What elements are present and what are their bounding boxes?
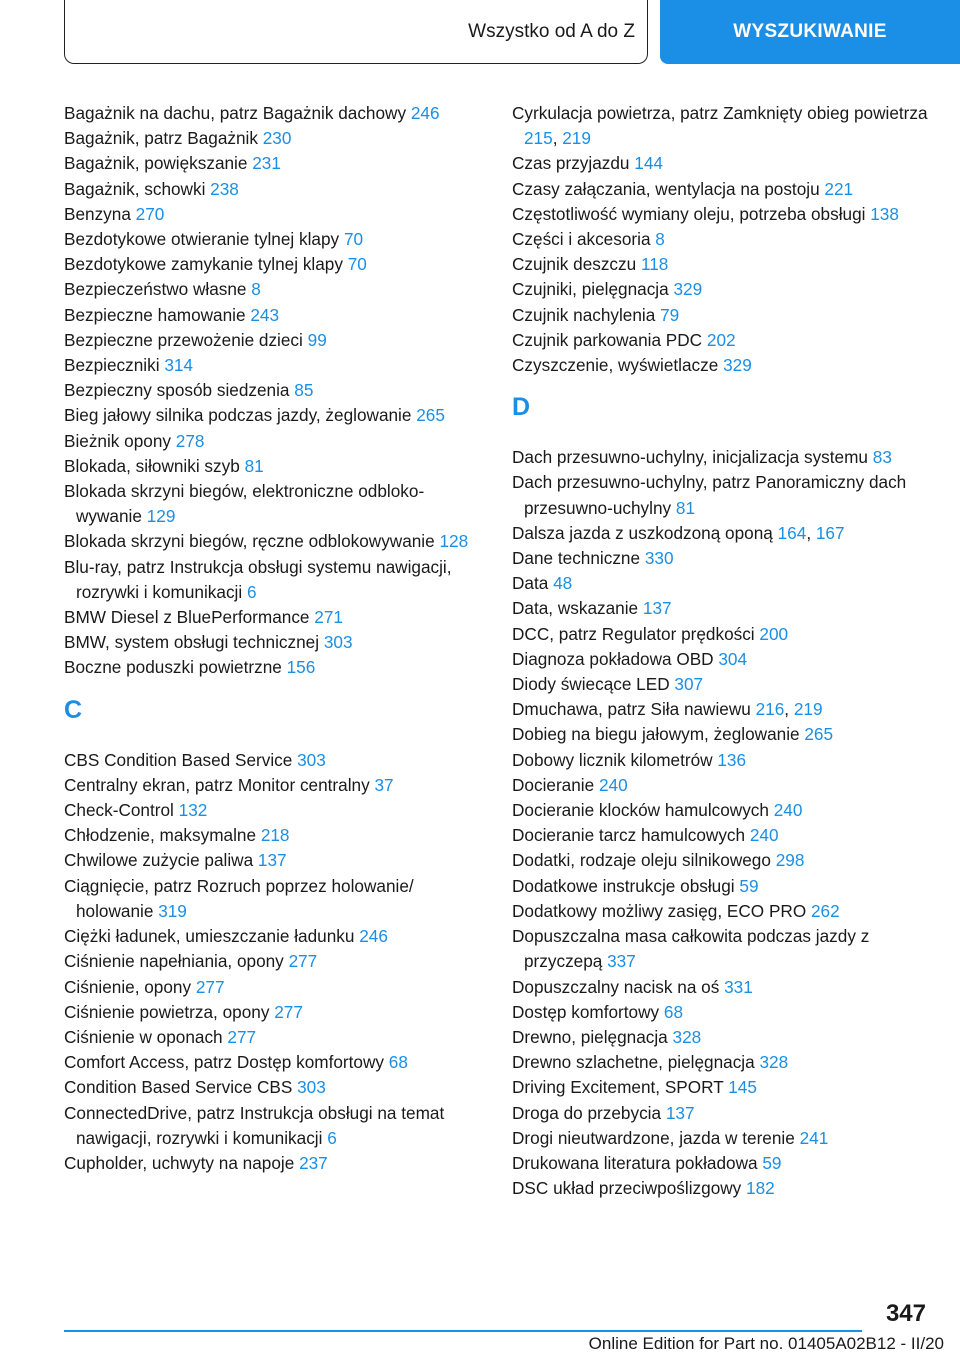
page-link[interactable]: 277 — [288, 951, 318, 972]
index-entry — [64, 403, 484, 428]
index-term: Dostęp komfortowy — [512, 1001, 660, 1022]
index-term: Dodatki, rodzaje oleju silnikowego — [512, 850, 771, 871]
page-link[interactable]: 81 — [244, 455, 264, 476]
index-entry — [512, 622, 932, 647]
section-letter: C — [64, 695, 83, 724]
page-link[interactable]: 79 — [660, 304, 680, 325]
page-link[interactable]: 219 — [562, 128, 591, 149]
index-column-left — [64, 101, 484, 1176]
page-link[interactable]: 118 — [640, 254, 669, 275]
index-entry — [64, 848, 484, 873]
page-link[interactable]: 8 — [251, 279, 261, 300]
index-term: Bezpieczne przewożenie dzieci — [64, 329, 303, 350]
index-term: Bezpieczniki — [64, 355, 160, 376]
index-entry — [64, 1050, 484, 1075]
index-term: Blu-ray, patrz Instrukcja obsługi systemu nawigacji, rozrywki i komunikacji — [64, 556, 452, 602]
index-entry — [512, 1025, 932, 1050]
index-entry — [64, 202, 484, 227]
index-entry — [64, 151, 484, 176]
index-entry — [512, 1050, 932, 1075]
index-term: Dodatkowy możliwy zasięg, ECO PRO — [512, 900, 807, 921]
index-entry — [64, 630, 484, 655]
index-entry — [64, 949, 484, 974]
index-term: Dach przesuwno-uchylny, patrz Panoramiczny dach przesuwno-uchylny — [512, 472, 907, 518]
page-link[interactable]: 200 — [759, 623, 789, 644]
index-entry — [512, 1126, 932, 1151]
index-term: Bagażnik, powiększanie — [64, 153, 248, 174]
index-term: Bagażnik na dachu, patrz Bagażnik dachowy — [64, 103, 407, 123]
index-entry — [512, 252, 932, 277]
index-term: Cupholder, uchwyty na napoje — [64, 1152, 295, 1173]
index-entry — [512, 672, 932, 697]
page-link[interactable]: 59 — [739, 875, 759, 896]
page-link[interactable]: 307 — [674, 674, 704, 695]
index-entry — [64, 1101, 484, 1151]
index-entry — [512, 823, 932, 848]
page-link[interactable]: 277 — [227, 1026, 257, 1047]
index-term: Ciężki ładunek, umieszczanie ładunku — [64, 926, 355, 947]
page-link[interactable]: 164 — [777, 522, 807, 543]
index-term: Blokada, siłowniki szyb — [64, 455, 240, 476]
index-term: Części i akcesoria — [512, 229, 651, 250]
index-term: Cyrkulacja powietrza, patrz Zamknięty obieg powietrza — [512, 103, 928, 123]
page-link[interactable]: 145 — [728, 1077, 757, 1098]
index-entry — [512, 722, 932, 747]
index-entry — [512, 647, 932, 672]
page-link[interactable]: 303 — [323, 632, 353, 653]
index-term: Czujnik parkowania PDC — [512, 329, 703, 350]
page-link[interactable]: 70 — [347, 254, 367, 275]
index-entry — [64, 529, 484, 554]
index-term: Bieg jałowy silnika podczas jazdy, żeglowanie — [64, 405, 412, 426]
page-link[interactable]: 330 — [644, 548, 674, 569]
index-term: Bagażnik, patrz Bagażnik — [64, 128, 258, 149]
index-entry — [512, 874, 932, 899]
index-entry — [512, 303, 932, 328]
index-term: Centralny ekran, patrz Monitor centralny — [64, 774, 370, 795]
index-term: Docieranie tarcz hamulcowych — [512, 825, 746, 846]
index-entry — [512, 202, 932, 227]
page-link[interactable]: 83 — [872, 447, 892, 468]
index-term: Bezpieczny sposób siedzenia — [64, 380, 290, 401]
index-term: Bieżnik opony — [64, 430, 172, 451]
index-term: Dopuszczalny nacisk na oś — [512, 976, 720, 997]
index-term: Condition Based Service CBS — [64, 1077, 293, 1098]
page-link[interactable]: 238 — [210, 178, 239, 199]
index-entry — [512, 1151, 932, 1176]
index-entry — [512, 748, 932, 773]
page-link[interactable]: 262 — [810, 900, 840, 921]
page-link[interactable]: 137 — [642, 598, 672, 619]
page-link[interactable]: 128 — [439, 531, 469, 552]
index-term: Ciśnienie, opony — [64, 976, 192, 997]
index-entry — [512, 470, 932, 520]
page-link[interactable]: 319 — [158, 900, 187, 921]
index-entry — [64, 277, 484, 302]
index-entry — [64, 975, 484, 1000]
page-link[interactable]: 202 — [706, 329, 736, 350]
page-link[interactable]: 37 — [374, 774, 394, 795]
index-entry — [64, 1000, 484, 1025]
index-entry — [512, 1101, 932, 1126]
page-link[interactable]: 328 — [672, 1026, 702, 1047]
index-entry — [512, 546, 932, 571]
index-term: Bezdotykowe otwieranie tylnej klapy — [64, 229, 340, 250]
page-link[interactable]: 329 — [673, 279, 703, 300]
page-number: 347 — [885, 1300, 926, 1327]
page-link[interactable]: 70 — [343, 229, 364, 250]
tab-a-to-z[interactable]: Wszystko od A do Z — [64, 0, 648, 64]
index-entry — [64, 655, 484, 680]
index-entry — [64, 924, 484, 949]
index-term: Drogi nieutwardzone, jazda w terenie — [512, 1127, 795, 1148]
index-term: BMW Diesel z BluePerformance — [64, 607, 310, 628]
index-term: Ciągnięcie, patrz Rozruch poprzez holowanie/​holowanie — [64, 875, 414, 921]
index-term: Ciśnienie powietrza, opony — [64, 1001, 270, 1022]
index-entry — [64, 555, 484, 605]
index-term: Drewno, pielęgnacja — [512, 1026, 668, 1047]
index-term: Bagażnik, schowki — [64, 178, 206, 199]
page-link[interactable]: 68 — [388, 1052, 408, 1073]
index-entry — [64, 101, 484, 126]
section-letter: D — [512, 393, 531, 422]
page-link[interactable]: 246 — [410, 103, 440, 123]
page-link[interactable]: 243 — [250, 304, 280, 325]
index-entry — [64, 454, 484, 479]
index-term: DSC układ przeciwpoślizgowy — [512, 1178, 742, 1199]
index-entry — [512, 328, 932, 353]
index-term: Droga do przebycia — [512, 1102, 662, 1123]
index-entry — [512, 177, 932, 202]
index-entry — [64, 429, 484, 454]
page-link[interactable]: 265 — [416, 405, 445, 426]
index-entry — [64, 303, 484, 328]
index-entry — [64, 1025, 484, 1050]
index-entry — [64, 126, 484, 151]
page-link[interactable]: 182 — [746, 1178, 775, 1199]
index-term: Częstotliwość wymiany oleju, potrzeba obsługi — [512, 203, 866, 224]
index-entry — [64, 748, 484, 773]
index-entry — [512, 899, 932, 924]
page-link[interactable]: 271 — [314, 607, 343, 628]
index-entry — [64, 798, 484, 823]
index-term: Boczne poduszki powietrzne — [64, 657, 282, 678]
index-term: CBS Condition Based Service — [64, 749, 293, 770]
index-term: DCC, patrz Regulator prędkości — [512, 623, 755, 644]
page-link[interactable]: 270 — [135, 203, 165, 224]
page-link[interactable]: 6 — [327, 1127, 337, 1148]
index-entry — [512, 445, 932, 470]
index-term: Czasy załączania, wentylacja na postoju — [512, 178, 820, 199]
page-link[interactable]: 215 — [524, 128, 553, 149]
index-term: Czujniki, pielęgnacja — [512, 279, 669, 300]
page-link[interactable]: 167 — [815, 522, 845, 543]
page-link[interactable]: 6 — [246, 581, 257, 602]
index-entry: Cyrkulacja powietrza, patrz Zamknięty obieg powietrza 215, 219 — [512, 103, 928, 149]
index-term: Driving Excitement, SPORT — [512, 1077, 724, 1098]
index-term: Blokada skrzyni biegów, elektroniczne odblokowywanie — [64, 481, 425, 527]
page-link[interactable]: 144 — [634, 153, 663, 174]
index-term: Dopuszczalna masa całkowita podczas jazdy z przyczepą — [512, 926, 870, 972]
page-link[interactable]: 278 — [175, 430, 205, 451]
page-link[interactable]: 277 — [274, 1001, 303, 1022]
index-entry: Dalsza jazda z uszkodzoną oponą 164, 167 — [512, 522, 845, 543]
index-entry — [512, 773, 932, 798]
index-term: Dane techniczne — [512, 548, 641, 569]
page-link[interactable]: 265 — [804, 724, 834, 745]
index-entry — [512, 975, 932, 1000]
page-link[interactable]: 277 — [195, 976, 225, 997]
index-term: Chłodzenie, maksymalne — [64, 825, 257, 846]
index-term: Docieranie — [512, 774, 595, 795]
index-entry — [512, 151, 932, 176]
page-link[interactable]: 237 — [299, 1152, 328, 1173]
index-entry: Dmuchawa, patrz Siła nawiewu 216, 219 — [512, 699, 823, 720]
page-link[interactable]: 304 — [718, 648, 748, 669]
index-entry — [512, 571, 932, 596]
index-entry — [512, 1000, 932, 1025]
index-term: Docieranie klocków hamulcowych — [512, 800, 769, 821]
index-entry — [64, 874, 484, 924]
page-link[interactable]: 231 — [252, 153, 281, 174]
index-term: Drewno szlachetne, pielęgnacja — [512, 1052, 755, 1073]
index-entry — [512, 1176, 932, 1201]
page-link[interactable]: 240 — [773, 800, 803, 821]
page-link[interactable]: 219 — [793, 699, 823, 720]
index-entry — [512, 798, 932, 823]
page-link[interactable]: 240 — [598, 774, 628, 795]
index-entry — [512, 596, 932, 621]
page-link[interactable]: 328 — [759, 1052, 789, 1073]
index-entry — [64, 378, 484, 403]
index-term: Ciśnienie w oponach — [64, 1026, 223, 1047]
page-link[interactable]: 132 — [178, 800, 208, 821]
index-term: Blokada skrzyni biegów, ręczne odblokowywanie — [64, 531, 435, 552]
index-term: Drukowana literatura pokładowa — [512, 1152, 758, 1173]
page-link[interactable]: 129 — [146, 506, 176, 527]
index-column-right — [512, 101, 932, 1201]
index-entry — [64, 227, 484, 252]
page-link[interactable]: 85 — [294, 380, 314, 401]
index-entry — [512, 227, 932, 252]
index-entry — [64, 823, 484, 848]
index-term: Diody świecące LED — [512, 674, 670, 695]
page-header — [0, 0, 960, 66]
index-entry — [64, 353, 484, 378]
index-entry — [512, 1075, 932, 1100]
index-entry — [64, 479, 484, 529]
page-link[interactable]: 331 — [724, 976, 753, 997]
index-entry — [64, 177, 484, 202]
page-link[interactable]: 230 — [262, 128, 292, 149]
page-link[interactable]: 59 — [762, 1152, 782, 1173]
index-term: Dodatkowe instrukcje obsługi — [512, 875, 735, 896]
page-link[interactable]: 156 — [286, 657, 316, 678]
index-term: BMW, system obsługi technicznej — [64, 632, 320, 653]
page-link[interactable]: 314 — [164, 355, 193, 376]
page-link[interactable]: 298 — [775, 850, 805, 871]
index-term: Diagnoza pokładowa OBD — [512, 648, 714, 669]
index-term: Dach przesuwno-uchylny, inicjalizacja systemu — [512, 447, 868, 468]
index-term: Check-Control — [64, 800, 174, 821]
tab-search[interactable]: WYSZUKIWANIE — [660, 0, 960, 64]
index-term: Dmuchawa, patrz Siła nawiewu — [512, 699, 751, 720]
index-term: Ciśnienie napełniania, opony — [64, 951, 284, 972]
page-link[interactable]: 303 — [297, 1077, 326, 1098]
index-entry — [512, 848, 932, 873]
page-link[interactable]: 329 — [723, 355, 752, 376]
index-term: Czujnik nachylenia — [512, 304, 656, 325]
index-term: Czyszczenie, wyświetlacze — [512, 355, 719, 376]
index-entry — [512, 277, 932, 302]
index-term: Bezpieczeństwo własne — [64, 279, 247, 300]
page-link[interactable]: 218 — [260, 825, 290, 846]
index-term: Dalsza jazda z uszkodzoną oponą — [512, 522, 773, 543]
index-term: Data, wskazanie — [512, 598, 639, 619]
index-term: Benzyna — [64, 203, 131, 224]
footer-edition: Online Edition for Part no. 01405A02B12 - II/20 — [588, 1334, 944, 1353]
index-entry — [64, 773, 484, 798]
page-link[interactable]: 136 — [717, 749, 747, 770]
page-link[interactable]: 240 — [749, 825, 779, 846]
page-link[interactable]: 221 — [824, 178, 854, 199]
index-entry — [64, 1075, 484, 1100]
page-link[interactable]: 137 — [665, 1102, 695, 1123]
footer-divider — [64, 1330, 862, 1332]
page-link[interactable]: 137 — [257, 850, 287, 871]
index-term: ConnectedDrive, patrz Instrukcja obsługi na temat nawigacji, rozrywki i komunikacji — [64, 1102, 445, 1148]
page-link[interactable]: 48 — [553, 573, 573, 594]
index-entry — [64, 1151, 484, 1176]
page-link[interactable]: 303 — [297, 749, 326, 770]
page-link[interactable]: 68 — [663, 1001, 684, 1022]
index-entry — [64, 605, 484, 630]
index-term: Comfort Access, patrz Dostęp komfortowy — [64, 1052, 384, 1073]
index-entry — [64, 328, 484, 353]
index-entry — [512, 353, 932, 378]
page-link[interactable]: 138 — [870, 203, 899, 224]
page-link[interactable]: 8 — [655, 229, 665, 250]
index-term: Czas przyjazdu — [512, 153, 630, 174]
index-term: Dobieg na biegu jałowym, żeglowanie — [512, 724, 800, 745]
index-term: Data — [512, 573, 549, 594]
page-link[interactable]: 246 — [359, 926, 388, 947]
page-link[interactable]: 216 — [755, 699, 785, 720]
index-term: Dobowy licznik kilometrów — [512, 749, 713, 770]
page-link[interactable]: 99 — [307, 329, 327, 350]
page-link[interactable]: 81 — [675, 497, 696, 518]
index-entry — [64, 252, 484, 277]
index-term: Czujnik deszczu — [512, 254, 637, 275]
index-term: Bezdotykowe zamykanie tylnej klapy — [64, 254, 343, 275]
index-term: Chwilowe zużycie paliwa — [64, 850, 254, 871]
page-link[interactable]: 337 — [607, 951, 636, 972]
index-term: Bezpieczne hamowanie — [64, 304, 246, 325]
index-entry — [512, 924, 932, 974]
page-link[interactable]: 241 — [799, 1127, 829, 1148]
